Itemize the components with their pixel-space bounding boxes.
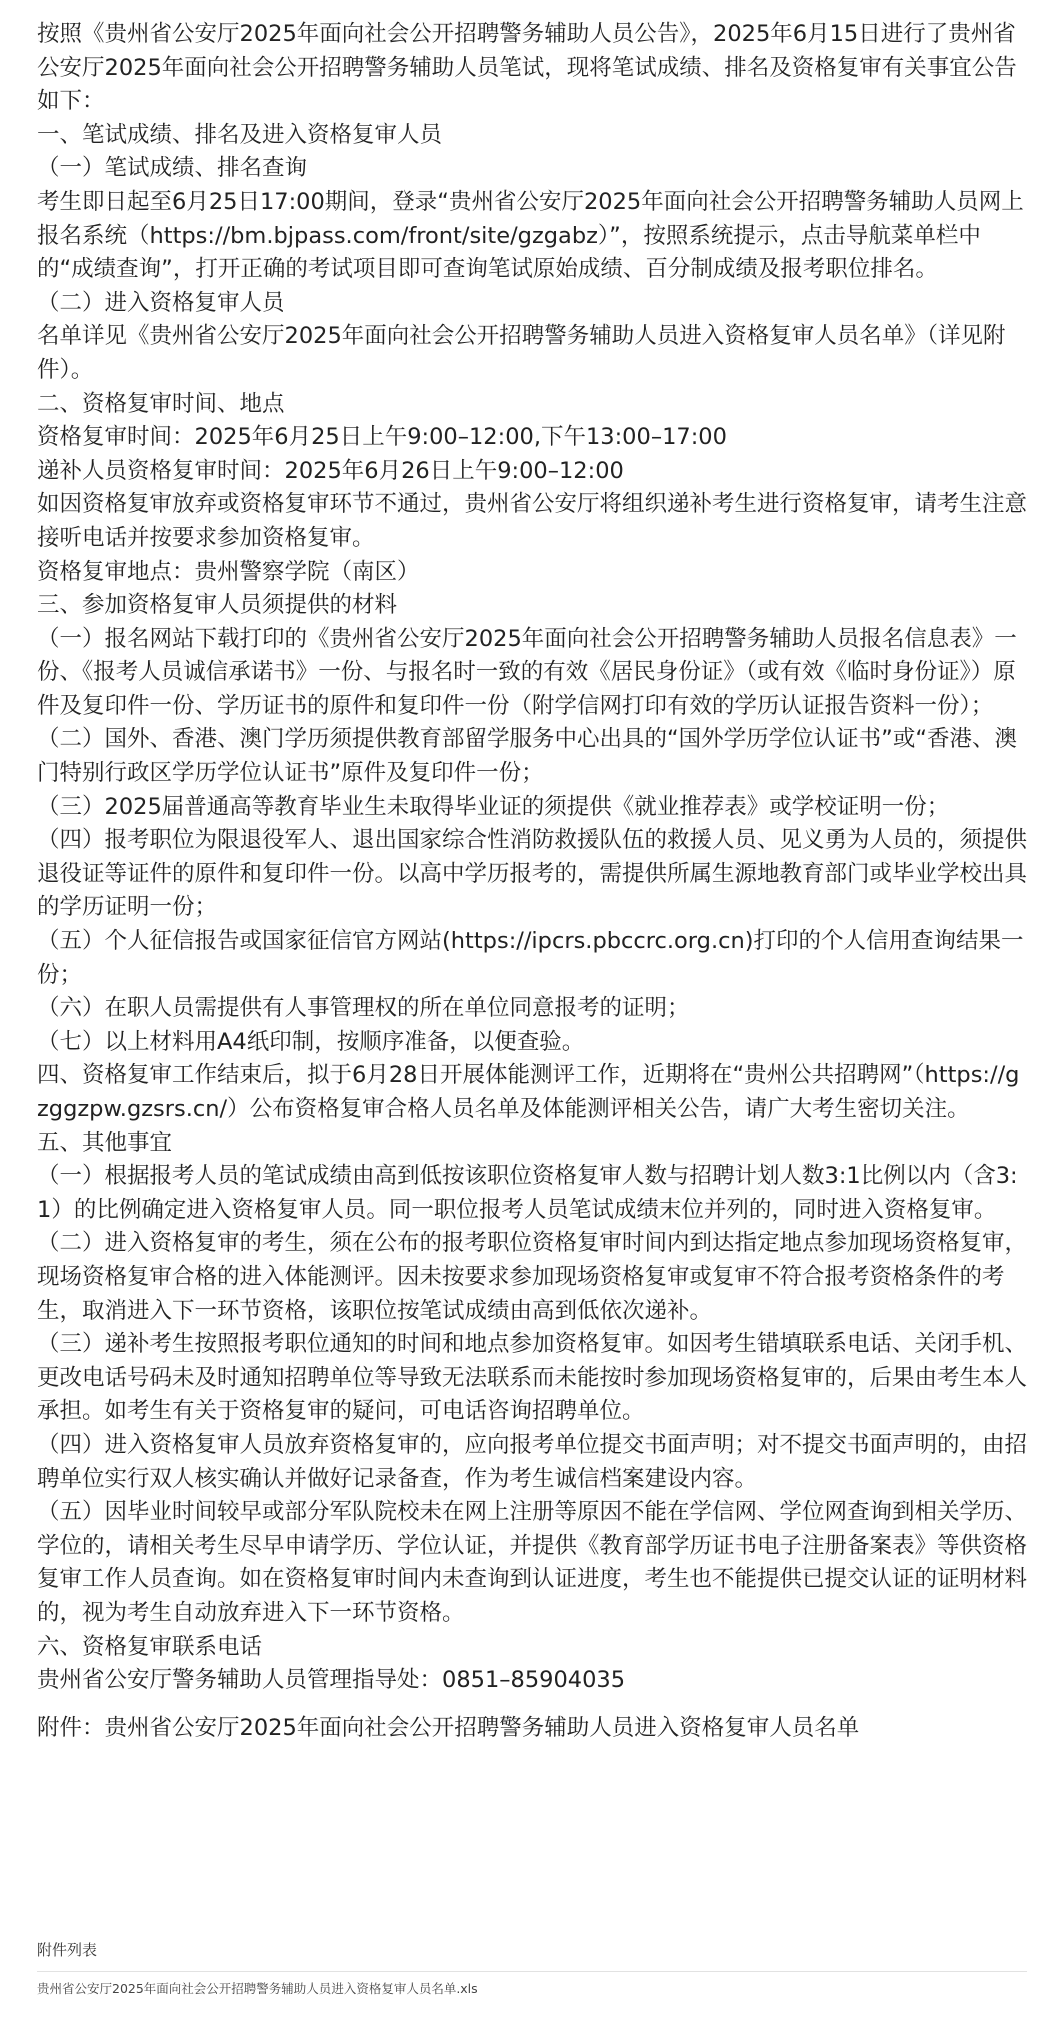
list-item: （四）报考职位为限退役军人、退出国家综合性消防救援队伍的救援人员、见义勇为人员的，须提供退役证等证件的原件和复印件一份。以高中学历报考的，需提供所属生源地教育部门或毕业学校出具的学历证明一份； (37, 827, 1028, 921)
body-paragraph: 名单详见《贵州省公安厅2025年面向社会公开招聘警务辅助人员进入资格复审人员名单》（详见附件）。 (37, 323, 1006, 383)
body-paragraph: 资格复审时间：2025年6月25日上午9:00–12:00,下午13:00–17:00 (37, 424, 727, 451)
list-item: （二）国外、香港、澳门学历须提供教育部留学服务中心出具的“国外学历学位认证书”或“香港、澳门特别行政区学历学位认证书”原件及复印件一份； (37, 726, 1017, 787)
subsection-heading: （二）进入资格复审人员 (37, 289, 285, 316)
list-item: （七）以上材料用A4纸印制，按顺序准备，以便查验。 (37, 1028, 585, 1055)
attachment-file-link[interactable]: 贵州省公安厅2025年面向社会公开招聘警务辅助人员进入资格复审人员名单.xls (37, 1981, 478, 1996)
list-item: （一）报名网站下载打印的《贵州省公安厅2025年面向社会公开招聘警务辅助人员报名信息表》一份、《报考人员诚信承诺书》一份、与报名时一致的有效《居民身份证》（或有效《临时身份证》）原件及复印件一份、学历证书的原件和复印件一份（附学信网打印有效的学历认证报告资料一份）； (37, 625, 1017, 719)
section-heading-3: 三、参加资格复审人员须提供的材料 (37, 592, 398, 619)
section-heading-4: 四、资格复审工作结束后，拟于6月28日开展体能测评工作，近期将在“贵州公共招聘网”（https://gzggzpw.gzsrs.cn/）公布资格复审合格人员名单及体能测评相关公告，请广大考生密切关注。 (37, 1062, 1020, 1122)
attachment-list (37, 1940, 1027, 1998)
section-heading-5: 五、其他事宜 (37, 1129, 173, 1156)
body-paragraph: 递补人员资格复审时间：2025年6月26日上午9:00–12:00 (37, 457, 624, 484)
list-item: （六）在职人员需提供有人事管理权的所在单位同意报考的证明； (37, 995, 690, 1022)
section-heading-2: 二、资格复审时间、地点 (37, 390, 285, 417)
body-paragraph: 资格复审地点：贵州警察学院（南区） (37, 558, 420, 585)
list-item: （三）2025届普通高等教育毕业生未取得毕业证的须提供《就业推荐表》或学校证明一份； (37, 793, 950, 820)
list-item: （三）递补考生按照报考职位通知的时间和地点参加资格复审。如因考生错填联系电话、关闭手机、更改电话号码未及时通知招聘单位等导致无法联系而未能按时参加现场资格复审的，后果由考生本人承担。如考生有关于资格复审的疑问，可电话咨询招聘单位。 (37, 1331, 1028, 1425)
section-heading-1: 一、笔试成绩、排名及进入资格复审人员 (37, 121, 443, 148)
section-heading-6: 六、资格复审联系电话 (37, 1633, 263, 1660)
attachment-list-heading: 附件列表 (37, 1940, 1027, 1972)
list-item: （五）个人征信报告或国家征信官方网站(https://ipcrs.pbccrc.org.cn)打印的个人信用查询结果一份； (37, 928, 1024, 988)
intro-paragraph: 按照《贵州省公安厅2025年面向社会公开招聘警务辅助人员公告》，2025年6月15日进行了贵州省公安厅2025年面向社会公开招聘警务辅助人员笔试，现将笔试成绩、排名及资格复审有关事宜公告如下： (37, 21, 1017, 115)
contact-phone: 贵州省公安厅警务辅助人员管理指导处：0851–85904035 (37, 1667, 626, 1694)
list-item: （四）进入资格复审人员放弃资格复审的，应向报考单位提交书面声明；对不提交书面声明的，由招聘单位实行双人核实确认并做好记录备查，作为考生诚信档案建设内容。 (37, 1431, 1028, 1492)
article-body (37, 18, 1027, 1745)
attachment-note: 附件：贵州省公安厅2025年面向社会公开招聘警务辅助人员进入资格复审人员名单 (37, 1714, 860, 1741)
subsection-heading: （一）笔试成绩、排名查询 (37, 155, 308, 182)
list-item: （五）因毕业时间较早或部分军队院校未在网上注册等原因不能在学信网、学位网查询到相关学历、学位的，请相关考生尽早申请学历、学位认证，并提供《教育部学历证书电子注册备案表》等供资格复审工作人员查询。如在资格复审时间内未查询到认证进度，考生也不能提供已提交认证的证明材料的，视为考生自动放弃进入下一环节资格。 (37, 1499, 1028, 1626)
list-item: （一）根据报考人员的笔试成绩由高到低按该职位资格复审人数与招聘计划人数3:1比例以内（含3:1）的比例确定进入资格复审人员。同一职位报考人员笔试成绩末位并列的，同时进入资格复审。 (37, 1163, 1018, 1223)
body-paragraph: 考生即日起至6月25日17:00期间，登录“贵州省公安厅2025年面向社会公开招聘警务辅助人员网上报名系统（https://bm.bjpass.com/front/site/gzgabz）”，按照系统提示，点击导航菜单栏中的“成绩查询”，打开正确的考试项目即可查询笔试原始成绩、百分制成绩及报考职位排名。 (37, 188, 1024, 283)
body-paragraph: 如因资格复审放弃或资格复审环节不通过，贵州省公安厅将组织递补考生进行资格复审，请考生注意接听电话并按要求参加资格复审。 (37, 491, 1028, 551)
list-item: （二）进入资格复审的考生，须在公布的报考职位资格复审时间内到达指定地点参加现场资格复审，现场资格复审合格的进入体能测评。因未按要求参加现场资格复审或复审不符合报考资格条件的考生，取消进入下一环节资格，该职位按笔试成绩由高到低依次递补。 (37, 1230, 1028, 1324)
